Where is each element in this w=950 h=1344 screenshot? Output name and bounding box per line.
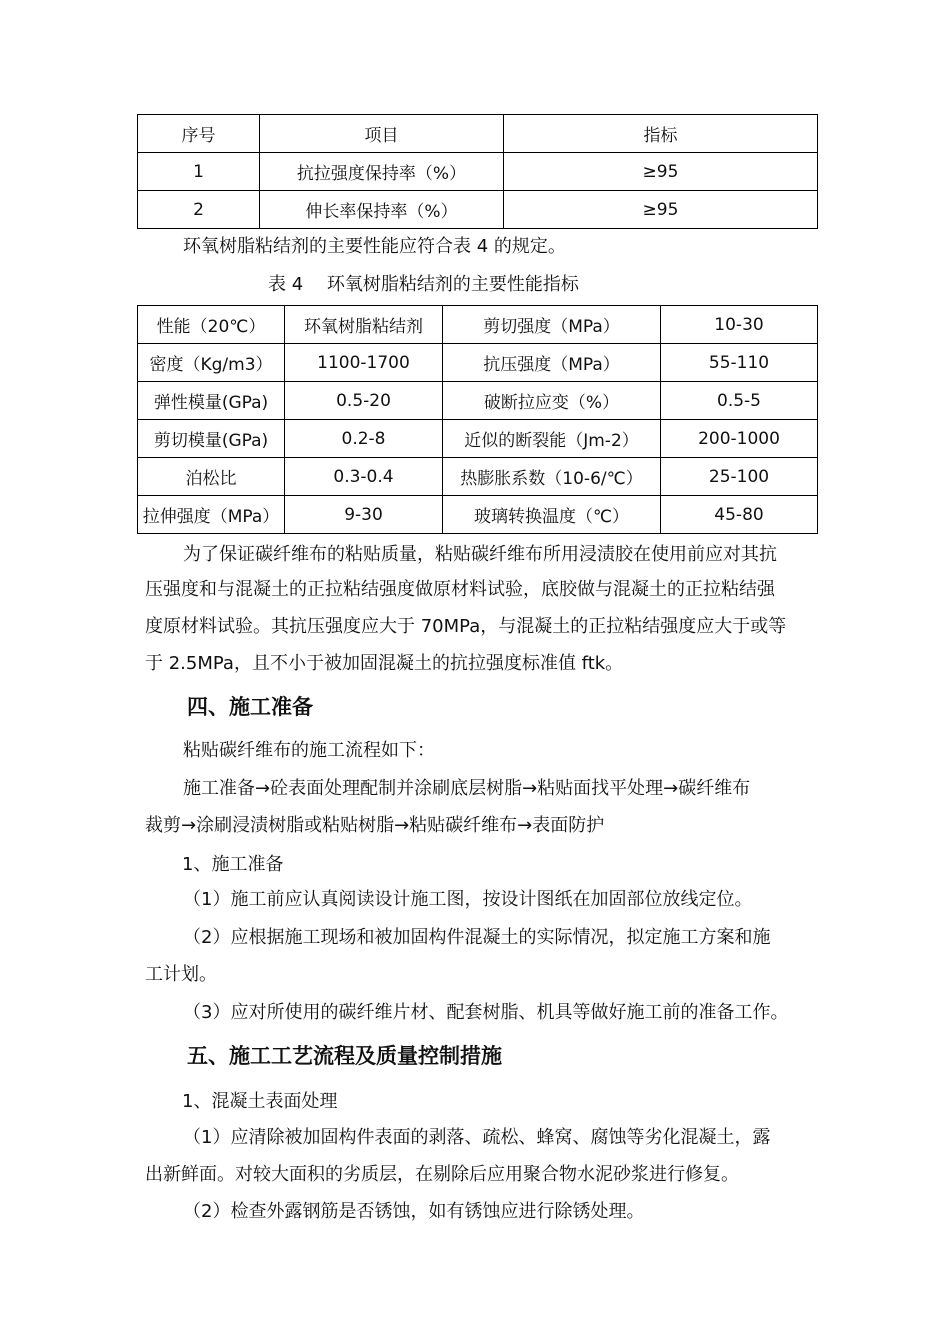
table-row: [138, 191, 818, 229]
subsection-heading: 1、施工准备: [182, 854, 284, 875]
table-row: [138, 420, 818, 458]
table-retention: [137, 114, 818, 229]
table-cell: 环氧树脂粘结剂: [285, 306, 443, 344]
table-row: [138, 458, 818, 496]
paragraph-line: 为了保证碳纤维布的粘贴质量，粘贴碳纤维布所用浸渍胶在使用前应对其抗: [183, 544, 777, 565]
table-cell: 性能（20℃）: [138, 306, 285, 344]
table-cell: ≥95: [504, 191, 818, 229]
table-cell: 200-1000: [661, 420, 818, 458]
table-row: [138, 344, 818, 382]
paragraph-line: 度原材料试验。其抗压强度应大于 70MPa，与混凝土的正拉粘结强度应大于或等: [145, 616, 787, 637]
table-cell: 0.2-8: [285, 420, 443, 458]
table-cell: 剪切强度（MPa）: [443, 306, 661, 344]
table-cell: 9-30: [285, 496, 443, 534]
table-header-row: [138, 115, 818, 153]
list-item: （2）应根据施工现场和被加固构件混凝土的实际情况，拟定施工方案和施: [183, 927, 771, 948]
table-header-cell: 指标: [504, 115, 818, 153]
table-row: [138, 496, 818, 534]
list-item-continuation: 工计划。: [145, 964, 217, 985]
list-item: （1）应清除被加固构件表面的剥落、疏松、蜂窝、腐蚀等劣化混凝土，露: [183, 1127, 771, 1148]
table-cell: ≥95: [504, 153, 818, 191]
list-item: （1）施工前应认真阅读设计施工图，按设计图纸在加固部位放线定位。: [183, 889, 753, 910]
table-cell: 55-110: [661, 344, 818, 382]
paragraph-line: 压强度和与混凝土的正拉粘结强度做原材料试验，底胶做与混凝土的正拉粘结强: [145, 579, 775, 600]
list-item: （2）检查外露钢筋是否锈蚀，如有锈蚀应进行除锈处理。: [183, 1201, 645, 1222]
table-cell: 弹性模量(GPa): [138, 382, 285, 420]
table-cell: 2: [138, 191, 260, 229]
table-cell: 拉伸强度（MPa）: [138, 496, 285, 534]
paragraph-line: 施工准备→砼表面处理配制并涂刷底层树脂→粘贴面找平处理→碳纤维布: [183, 778, 751, 799]
table-cell: 1: [138, 153, 260, 191]
table-cell: 泊松比: [138, 458, 285, 496]
table-row: [138, 153, 818, 191]
table-cell: 0.5-5: [661, 382, 818, 420]
table-cell: 热膨胀系数（10-6/℃）: [443, 458, 661, 496]
table-cell: 伸长率保持率（%）: [260, 191, 504, 229]
table-cell: 抗拉强度保持率（%）: [260, 153, 504, 191]
list-item-continuation: 出新鲜面。对较大面积的劣质层，在剔除后应用聚合物水泥砂浆进行修复。: [145, 1164, 739, 1185]
section-heading: 四、施工准备: [187, 695, 313, 719]
table-cell: 0.5-20: [285, 382, 443, 420]
table-caption: 表 4 环氧树脂粘结剂的主要性能指标: [268, 274, 579, 295]
paragraph-line: 粘贴碳纤维布的施工流程如下：: [183, 740, 435, 761]
table-cell: 10-30: [661, 306, 818, 344]
table-header-cell: 项目: [260, 115, 504, 153]
table-row: [138, 306, 818, 344]
table-cell: 1100-1700: [285, 344, 443, 382]
table-header-cell: 序号: [138, 115, 260, 153]
table-cell: 抗压强度（MPa）: [443, 344, 661, 382]
table-cell: 密度（Kg/m3）: [138, 344, 285, 382]
table-cell: 破断拉应变（%）: [443, 382, 661, 420]
table-row: [138, 382, 818, 420]
table-cell: 0.3-0.4: [285, 458, 443, 496]
table-cell: 近似的断裂能（Jm-2）: [443, 420, 661, 458]
table-cell: 45-80: [661, 496, 818, 534]
table-epoxy-properties: [137, 305, 818, 534]
paragraph-line: 裁剪→涂刷浸渍树脂或粘贴树脂→粘贴碳纤维布→表面防护: [145, 815, 605, 836]
table-cell: 25-100: [661, 458, 818, 496]
list-item: （3）应对所使用的碳纤维片材、配套树脂、机具等做好施工前的准备工作。: [183, 1002, 789, 1023]
subsection-heading: 1、混凝土表面处理: [182, 1091, 338, 1112]
paragraph-line: 于 2.5MPa，且不小于被加固混凝土的抗拉强度标准值 ftk。: [145, 653, 624, 674]
table-cell: 玻璃转换温度（℃）: [443, 496, 661, 534]
paragraph-intro: 环氧树脂粘结剂的主要性能应符合表 4 的规定。: [183, 236, 566, 257]
table-cell: 剪切模量(GPa): [138, 420, 285, 458]
section-heading: 五、施工工艺流程及质量控制措施: [187, 1044, 502, 1068]
